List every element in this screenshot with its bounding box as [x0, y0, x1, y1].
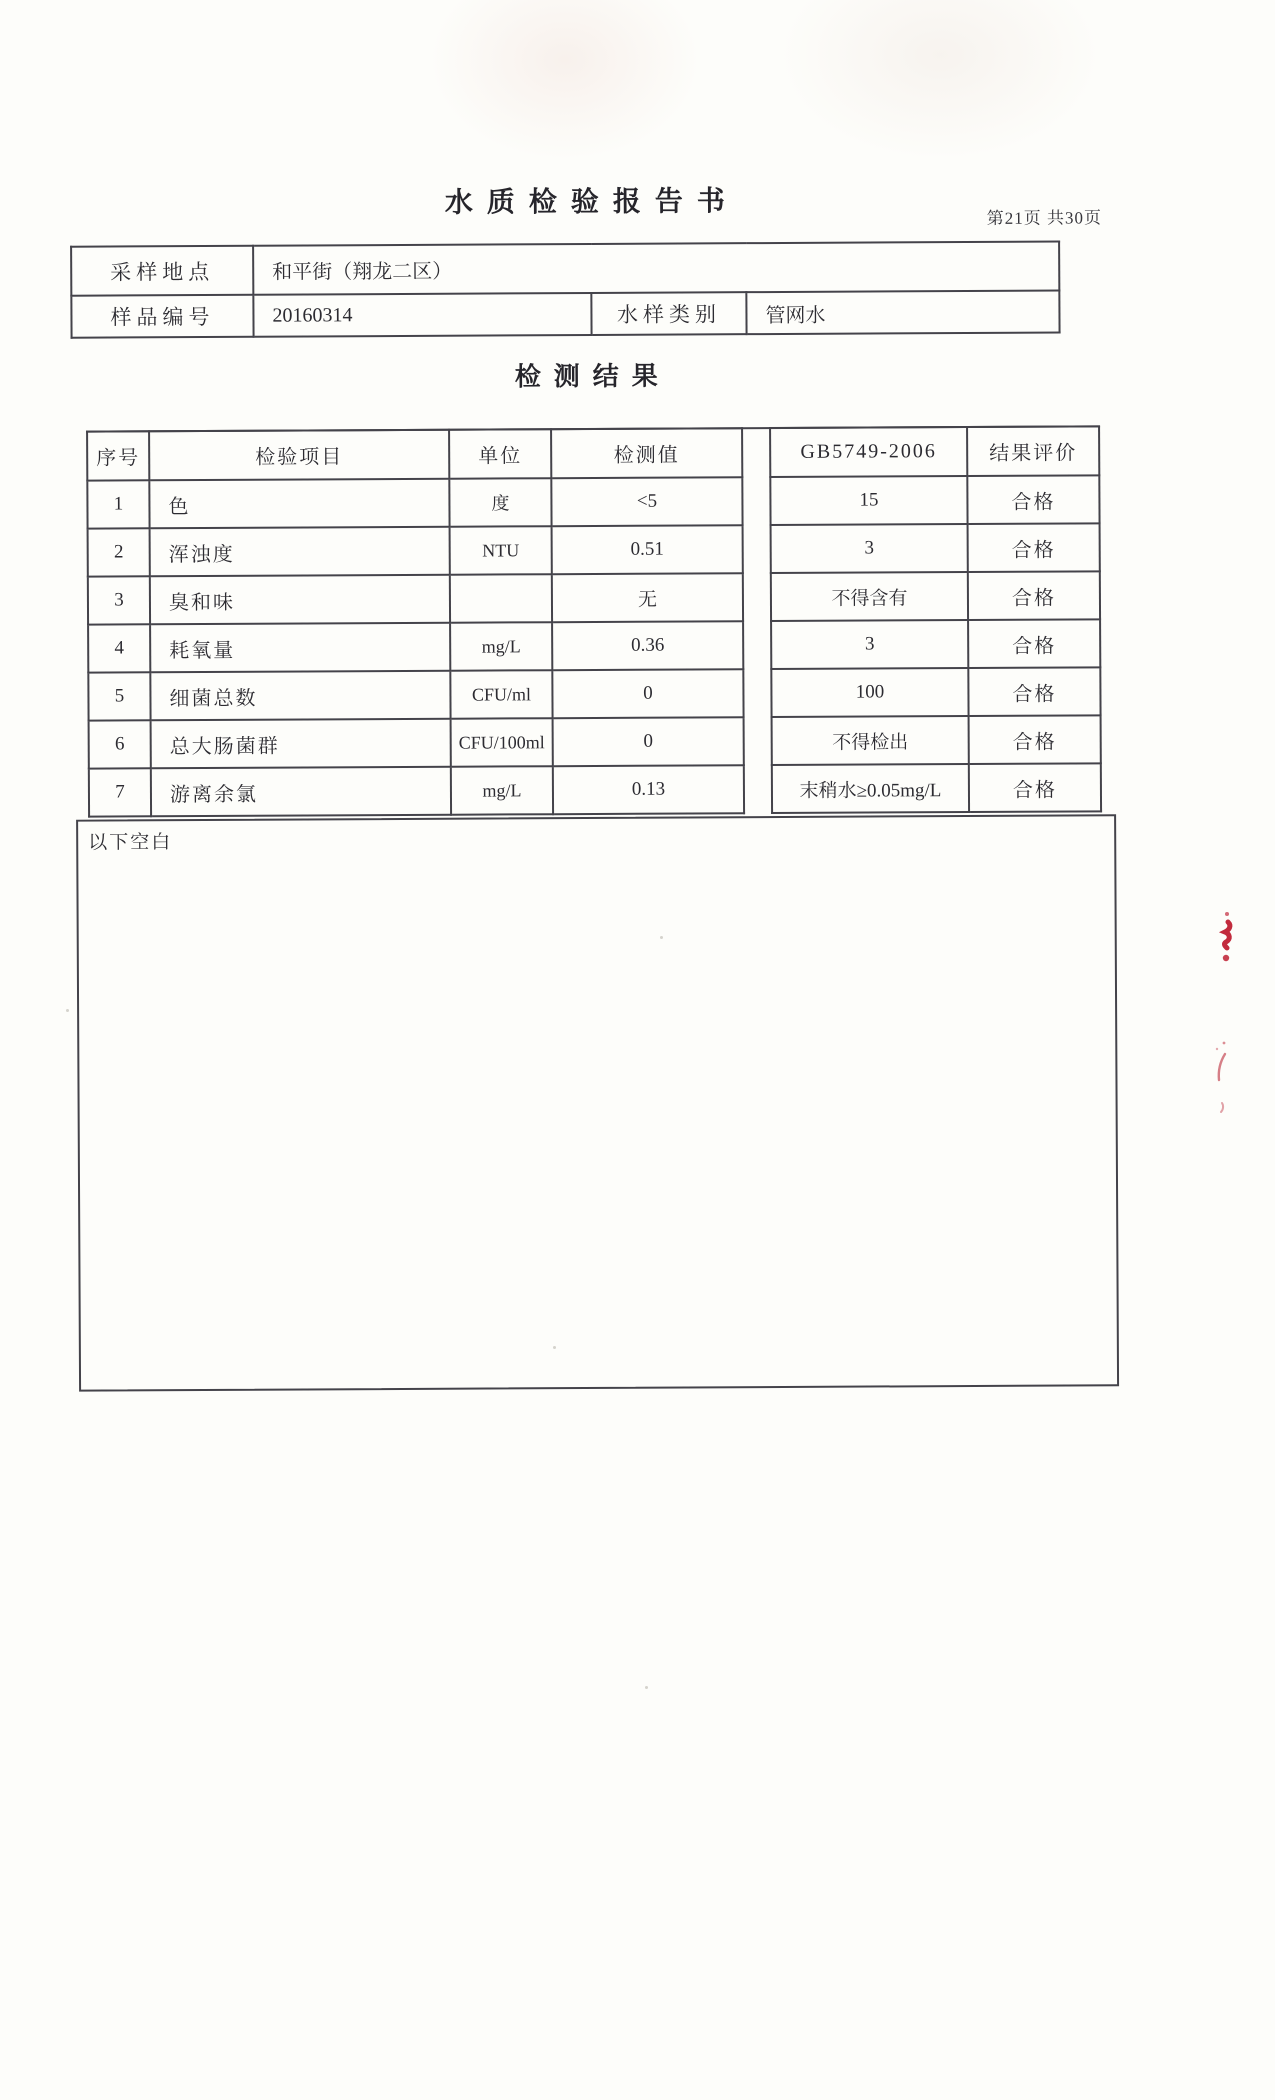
red-ink-dot-icon	[1216, 1100, 1230, 1116]
evaluation-cell: 合格	[969, 715, 1101, 764]
sample-number-row	[71, 291, 1059, 338]
table-header-row	[87, 428, 742, 480]
paper-speck	[645, 1686, 648, 1689]
evaluation-cell: 合格	[968, 523, 1100, 572]
table-row	[771, 667, 1100, 717]
sample-number-value: 20160314	[253, 293, 591, 337]
col-header-item: 检验项目	[149, 430, 449, 481]
value-cell: <5	[551, 477, 742, 526]
table-row	[771, 523, 1100, 573]
sample-info-table	[70, 241, 1061, 339]
no-cell: 3	[88, 576, 150, 624]
no-cell: 5	[88, 672, 150, 720]
table-row	[89, 765, 744, 816]
standard-cell: 3	[771, 620, 968, 669]
no-cell: 2	[88, 528, 150, 576]
standard-cell: 100	[771, 668, 968, 717]
remainder-blank-box	[76, 814, 1119, 1391]
standard-cell: 不得含有	[771, 572, 968, 621]
item-cell: 浑浊度	[150, 527, 450, 577]
table-row	[87, 477, 742, 528]
unit-cell: 度	[449, 478, 551, 527]
unit-cell: mg/L	[451, 766, 553, 815]
value-cell: 0.13	[553, 765, 744, 814]
table-header-row	[770, 426, 1099, 477]
paper-speck	[553, 1346, 556, 1349]
table-row	[88, 621, 743, 672]
page-title: 水质检验报告书	[444, 186, 739, 219]
water-type-value: 管网水	[746, 291, 1059, 335]
value-cell: 0.51	[552, 525, 743, 574]
water-type-label: 水样类别	[591, 292, 746, 335]
unit-cell: CFU/100ml	[451, 718, 553, 767]
evaluation-cell: 合格	[968, 571, 1100, 620]
table-row	[770, 475, 1099, 525]
evaluation-cell: 合格	[968, 619, 1100, 668]
table-row	[772, 763, 1101, 813]
evaluation-cell: 合格	[967, 475, 1099, 524]
value-cell: 0	[553, 717, 744, 766]
blank-below-note: 以下空白	[88, 832, 173, 854]
standard-cell: 15	[770, 476, 967, 525]
standard-cell: 末稍水≥0.05mg/L	[772, 764, 969, 813]
no-cell: 7	[89, 768, 151, 816]
table-row	[771, 619, 1100, 669]
section-title-test-results: 检测结果	[514, 361, 671, 392]
results-table-left	[86, 427, 745, 817]
item-cell: 臭和味	[150, 575, 450, 625]
sampling-location-label: 采样地点	[71, 246, 253, 296]
table-row	[89, 717, 744, 768]
no-cell: 6	[89, 720, 151, 768]
table-row	[88, 669, 743, 720]
page-number: 第21页 共30页	[986, 208, 1103, 228]
table-row	[772, 715, 1101, 765]
col-header-standard: GB5749-2006	[770, 427, 967, 477]
item-cell: 细菌总数	[150, 671, 450, 721]
results-table-right	[769, 425, 1102, 814]
table-row	[88, 573, 743, 624]
value-cell: 0.36	[552, 621, 743, 670]
paper-speck	[660, 936, 663, 939]
red-ink-smudge-icon	[1214, 910, 1240, 970]
unit-cell	[450, 574, 552, 623]
evaluation-cell: 合格	[969, 763, 1101, 812]
value-cell: 无	[552, 573, 743, 622]
red-ink-stroke-icon	[1208, 1040, 1234, 1098]
item-cell: 游离余氯	[151, 767, 451, 817]
results-tables	[86, 425, 1100, 817]
unit-cell: NTU	[450, 526, 552, 575]
unit-cell: mg/L	[450, 622, 552, 671]
unit-cell: CFU/ml	[450, 670, 552, 719]
item-cell: 总大肠菌群	[151, 719, 451, 769]
value-cell: 0	[552, 669, 743, 718]
paper-speck	[66, 1009, 69, 1012]
col-header-unit: 单位	[449, 429, 551, 479]
standard-cell: 不得检出	[772, 716, 969, 765]
col-header-no: 序号	[87, 431, 149, 480]
col-header-evaluation: 结果评价	[967, 426, 1099, 476]
sampling-location-value: 和平街（翔龙二区）	[253, 242, 1059, 295]
sample-location-row	[71, 242, 1059, 296]
no-cell: 4	[88, 624, 150, 672]
col-header-value: 检测值	[551, 428, 742, 478]
item-cell: 色	[149, 479, 449, 529]
item-cell: 耗氧量	[150, 623, 450, 673]
no-cell: 1	[87, 480, 149, 528]
table-row	[88, 525, 743, 576]
evaluation-cell: 合格	[968, 667, 1100, 716]
table-row	[771, 571, 1100, 621]
sample-number-label: 样品编号	[71, 295, 253, 338]
standard-cell: 3	[771, 524, 968, 573]
